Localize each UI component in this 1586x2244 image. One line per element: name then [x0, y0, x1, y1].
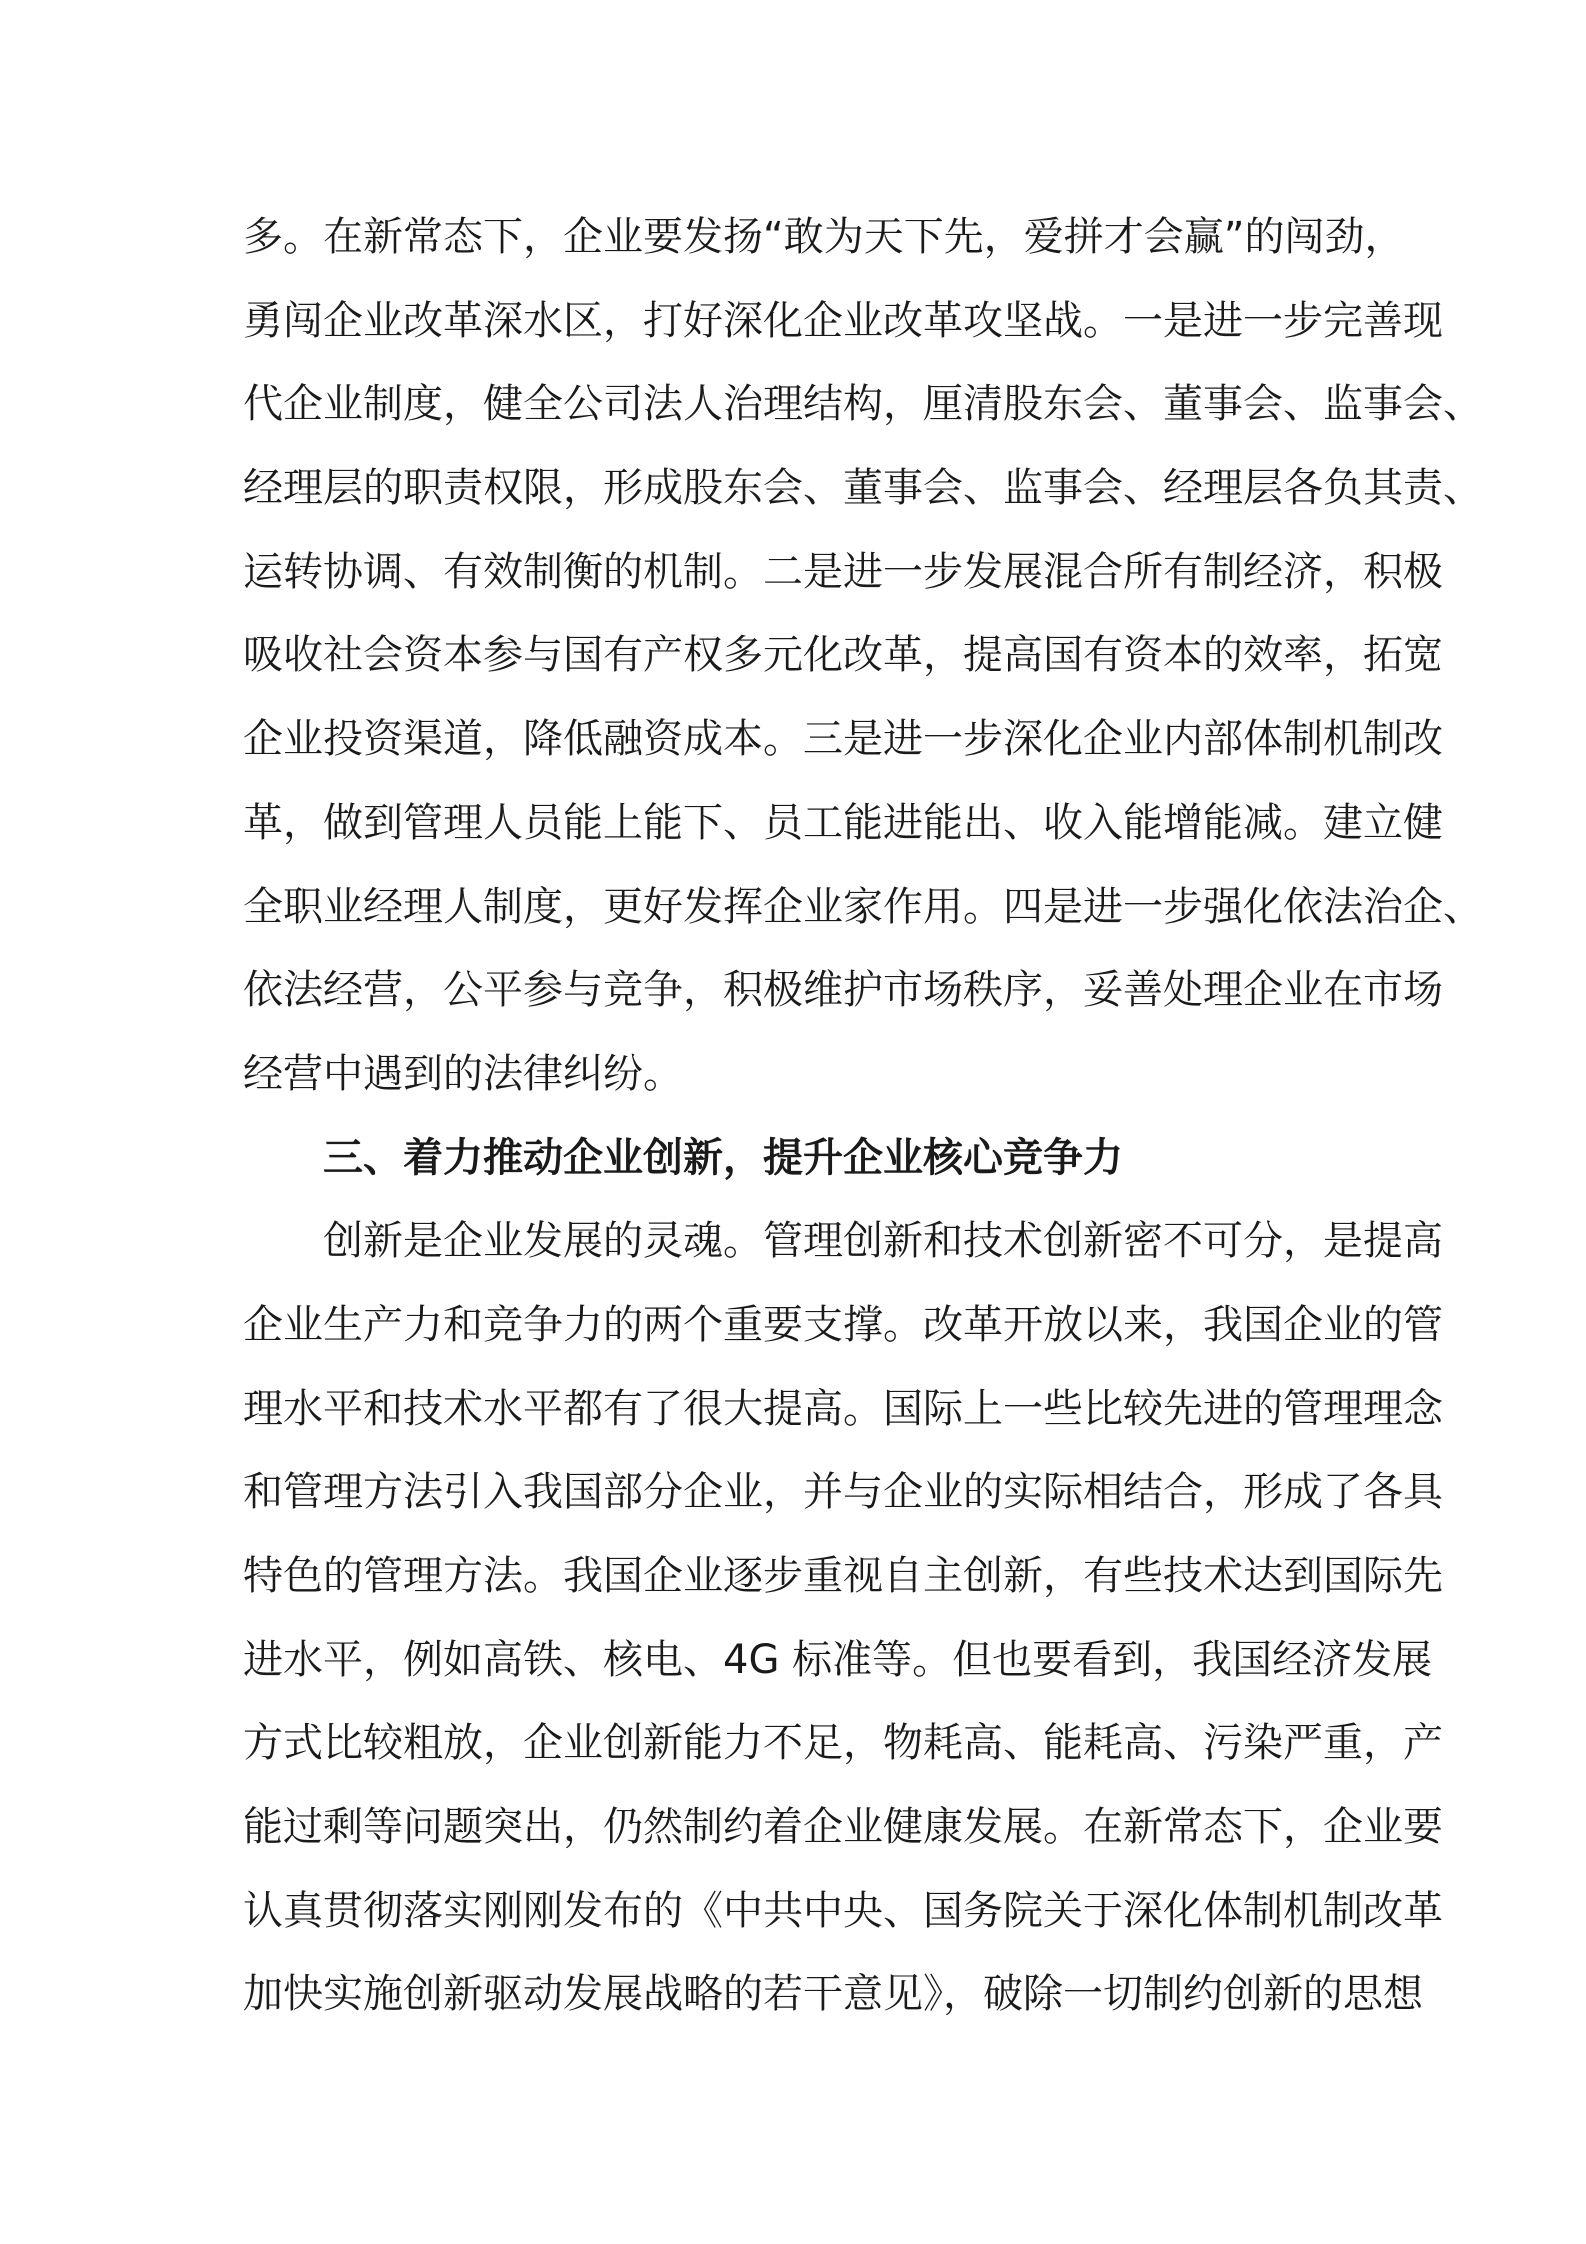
text-line: 吸收社会资本参与国有产权多元化改革，提高国有资本的效率，拓宽: [243, 632, 1443, 679]
text-line: 多。在新常态下，企业要发扬“敢为天下先，爱拼才会赢”的闯劲，: [243, 214, 1405, 260]
text-line: 创新是企业发展的灵魂。管理创新和技术创新密不可分，是提高: [323, 1218, 1443, 1265]
text-line: 企业生产力和竞争力的两个重要支撑。改革开放以来，我国企业的管: [243, 1301, 1443, 1348]
text-line: 运转协调、有效制衡的机制。二是进一步发展混合所有制经济，积极: [243, 548, 1443, 595]
text-line: 理水平和技术水平都有了很大提高。国际上一些比较先进的管理理念: [243, 1385, 1443, 1432]
text-line: 和管理方法引入我国部分企业，并与企业的实际相结合，形成了各具: [243, 1469, 1443, 1516]
text-line: 全职业经理人制度，更好发挥企业家作用。四是进一步强化依法治企、: [243, 883, 1483, 930]
text-line: 加快实施创新驱动发展战略的若干意见》，破除一切制约创新的思想: [243, 1971, 1423, 2018]
text-line: 代企业制度，健全公司法人治理结构，厘清股东会、董事会、监事会、: [243, 381, 1483, 428]
section-heading: 三、着力推动企业创新，提升企业核心竞争力: [323, 1134, 1123, 1181]
text-line: 革，做到管理人员能上能下、员工能进能出、收入能增能减。建立健: [243, 799, 1443, 846]
text-line: 认真贯彻落实刚刚发布的《中共中央、国务院关于深化体制机制改革: [243, 1887, 1443, 1934]
text-line: 能过剩等问题突出，仍然制约着企业健康发展。在新常态下，企业要: [243, 1804, 1443, 1851]
text-line: 勇闯企业改革深水区，打好深化企业改革攻坚战。一是进一步完善现: [243, 297, 1443, 344]
text-line: 依法经营，公平参与竞争，积极维护市场秩序，妥善处理企业在市场: [243, 967, 1443, 1014]
document-page: [243, 196, 1483, 2037]
text-line: 特色的管理方法。我国企业逐步重视自主创新，有些技术达到国际先: [243, 1553, 1443, 1599]
text-line: 进水平，例如高铁、核电、4G 标准等。但也要看到，我国经济发展: [243, 1636, 1433, 1683]
text-line: 经理层的职责权限，形成股东会、董事会、监事会、经理层各负其责、: [243, 465, 1483, 512]
text-line: 方式比较粗放，企业创新能力不足，物耗高、能耗高、污染严重，产: [243, 1720, 1443, 1767]
text-line: 经营中遇到的法律纠纷。: [243, 1050, 683, 1097]
text-line: 企业投资渠道，降低融资成本。三是进一步深化企业内部体制机制改: [243, 716, 1443, 763]
